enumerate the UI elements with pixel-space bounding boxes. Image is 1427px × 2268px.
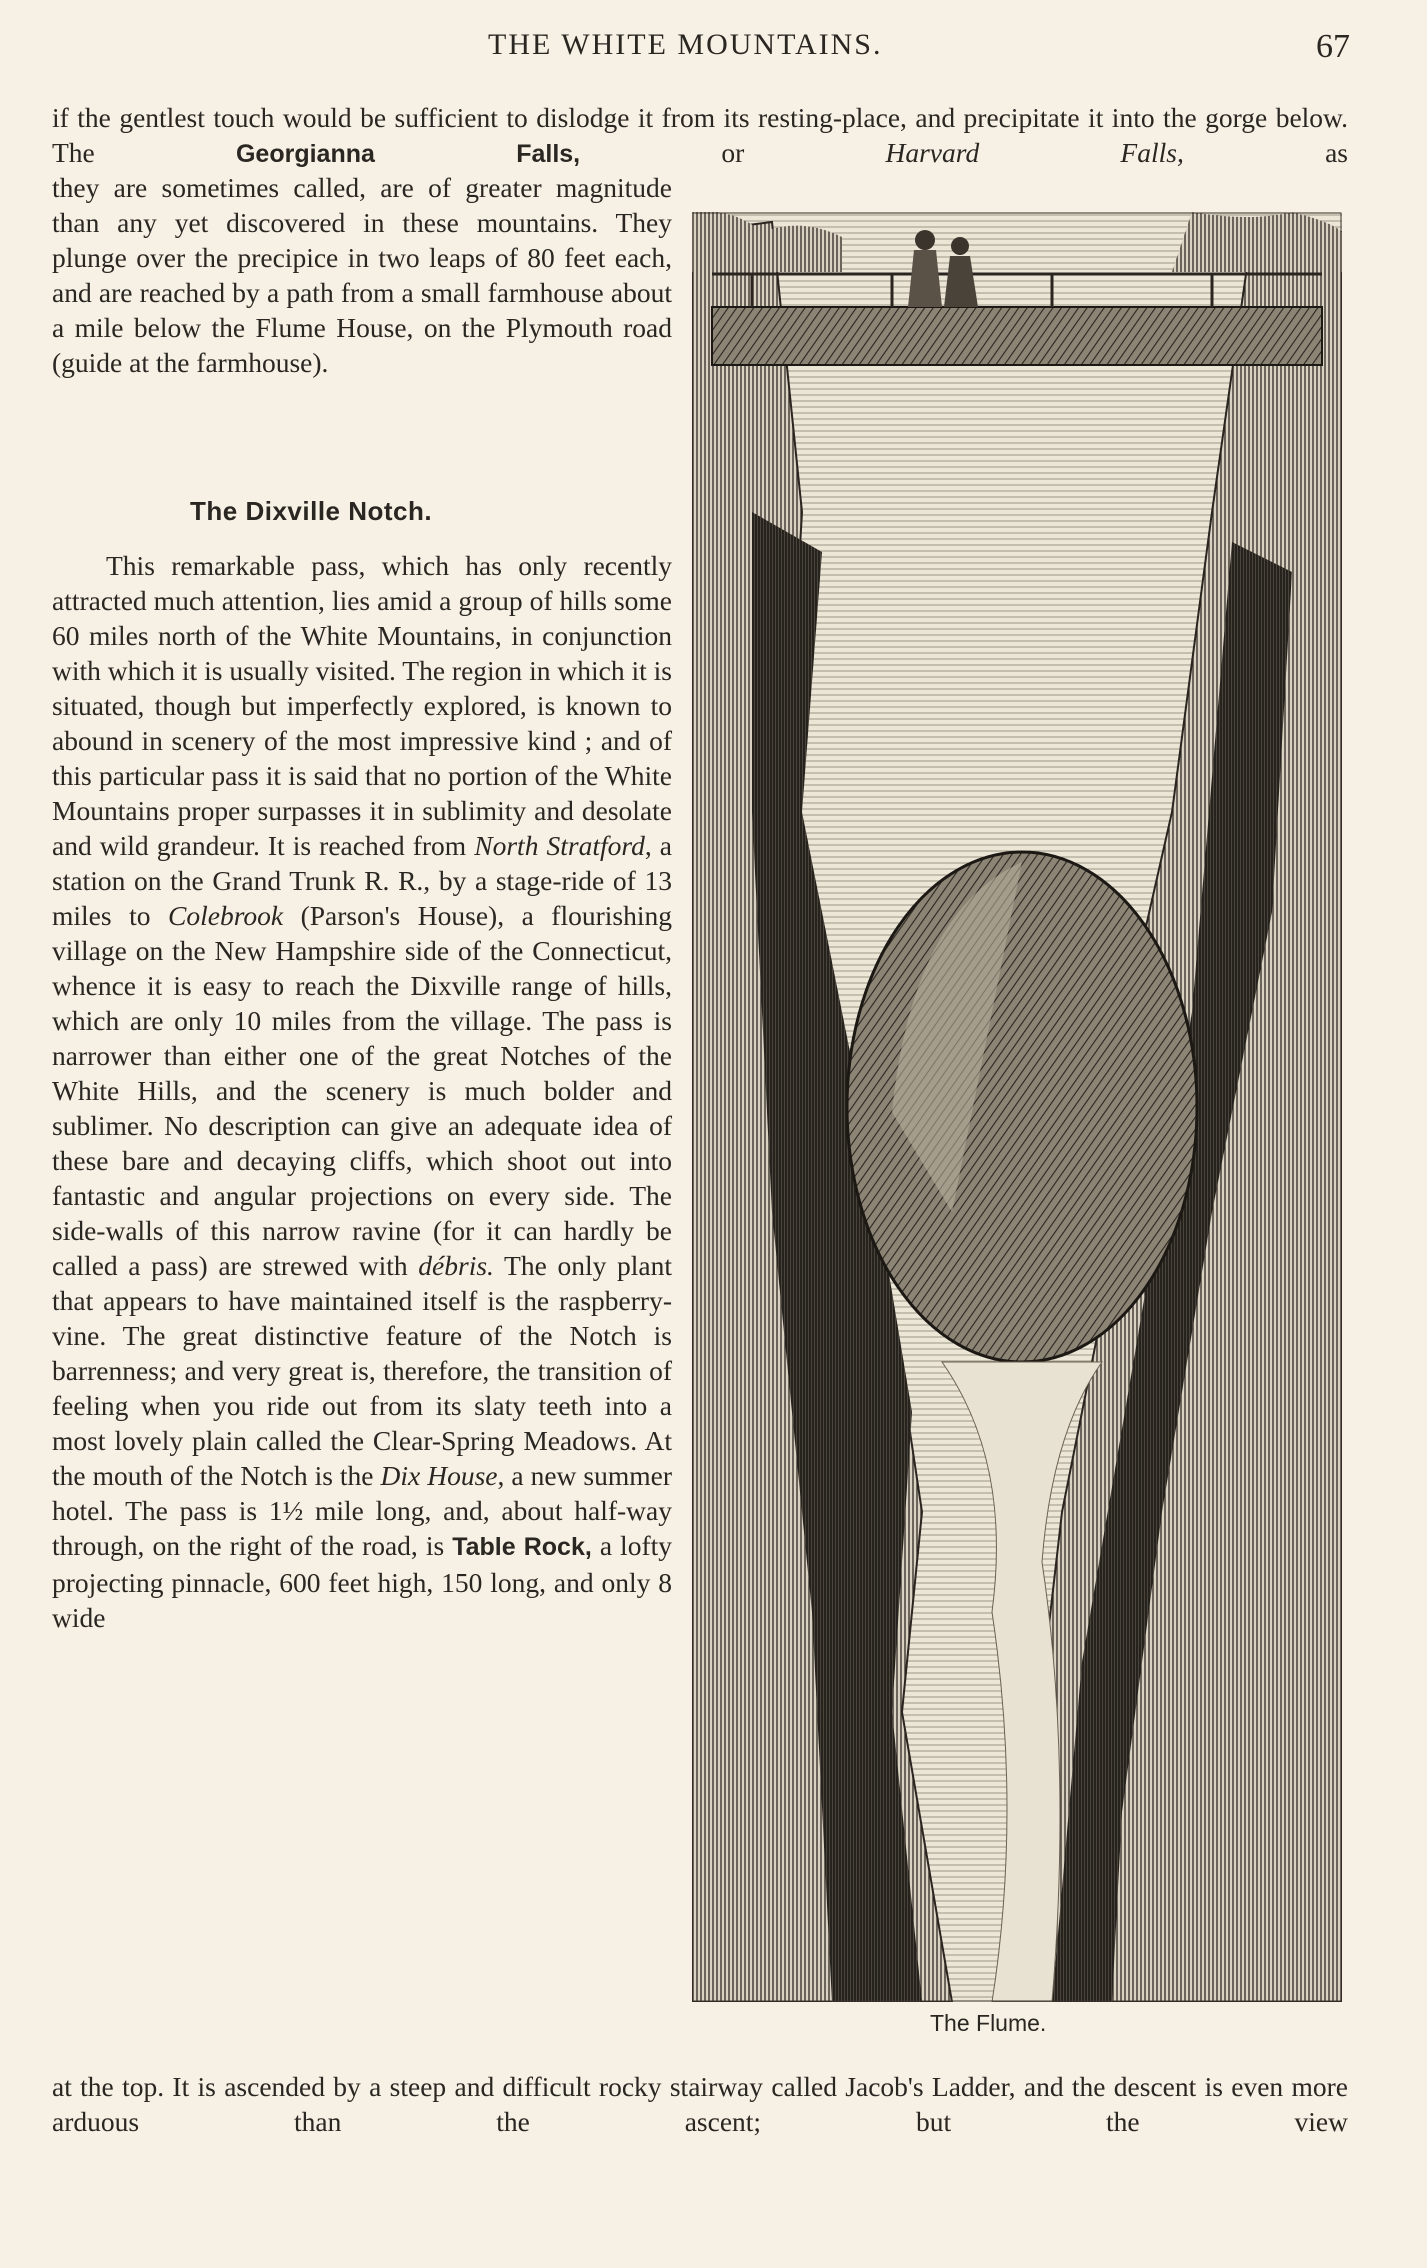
paragraph-continuation: at the top. It is ascended by a steep and difficult rocky stairway called Jacob's Ladder, and the descent is even more arduous than the ascent; but the view	[52, 2071, 1348, 2137]
dixville-text-1: This remarkable pass, which has only recently attracted much attention, lies amid a group of hills some 60 miles north of the White Mountains, in conjunction with which it is usually visited. The region in which it is situated, though but imperfectly explored, is known to abound in scenery of the most impressive kind ; and of this particular pass it is said that no portion of the White Mountains proper surpasses it in sublimity and desolate and wild grandeur. It is reached from	[52, 550, 672, 861]
dixville-text-5: , a new summer hotel. The pass is 1½ mile long, and, about half-way through, on the right of the road, is	[52, 1460, 672, 1561]
falls-text-or: or	[580, 137, 886, 168]
georgianna-falls-name: Georgianna Falls,	[235, 140, 581, 168]
paragraph-falls-column: they are sometimes called, are of greater magnitude than any yet discovered in these mountains. They plunge over the precipice in two leaps of 80 feet each, and are reached by a path from a small farmhouse about a mile below the Flume House, on the Plymouth road (guide at the farmhouse).	[52, 172, 672, 378]
north-stratford: North Stratford	[474, 830, 645, 861]
paragraph-falls-full-width	[52, 100, 1348, 170]
table-rock: Table Rock,	[452, 1533, 592, 1561]
dixville-text-2: , a station on the Grand Trunk R. R., by a stage-ride of 13 miles to	[52, 830, 672, 931]
running-title: THE WHITE MOUNTAINS.	[488, 28, 883, 61]
dixville-text-6: a lofty projecting pinnacle, 600 feet high, 150 long, and only 8 wide	[52, 1530, 672, 1633]
falls-text-lead: if the gentlest touch would be sufficient to dislodge it from its resting-place, and precipitate it into the gorge below. The	[52, 102, 1348, 168]
dixville-text-4: The only plant that appears to have maintained itself is the raspberry-vine. The great distinctive feature of the Notch is barrenness; and very great is, therefore, the transition of feeling when you ride out from its slaty teeth into a most lovely plain called the Clear-Spring Meadows. At the mouth of the Notch is the	[52, 1250, 672, 1491]
falls-text-as: as	[1183, 137, 1348, 168]
dixville-text-3: (Parson's House), a flourishing village on the New Hampshire side of the Connecticut, whence it is easy to reach the Dixville range of hills, which are only 10 miles from the village. The pass is narrower than either one of the great Notches of the White Hills, and the scenery is much bolder and sublimer. No description can give an adequate idea of these bare and decaying cliffs, which shoot out into fantastic and angular projections on every side. The side-walls of this narrow ravine (for it can hardly be called a pass) are strewed with	[52, 900, 672, 1281]
harvard-falls-name: Harvard Falls,	[885, 137, 1184, 168]
paragraph-dixville-notch	[52, 548, 672, 1635]
figure-caption: The Flume.	[930, 2010, 1047, 2036]
section-heading: The Dixville Notch.	[190, 496, 433, 526]
debris: débris.	[418, 1250, 494, 1281]
colebrook: Colebrook	[168, 900, 284, 931]
flume-engraving	[692, 212, 1342, 2002]
running-header	[0, 28, 1427, 68]
flume-illustration	[692, 212, 1342, 2002]
dix-house: Dix House	[380, 1460, 498, 1491]
page-number: 67	[1316, 28, 1350, 65]
